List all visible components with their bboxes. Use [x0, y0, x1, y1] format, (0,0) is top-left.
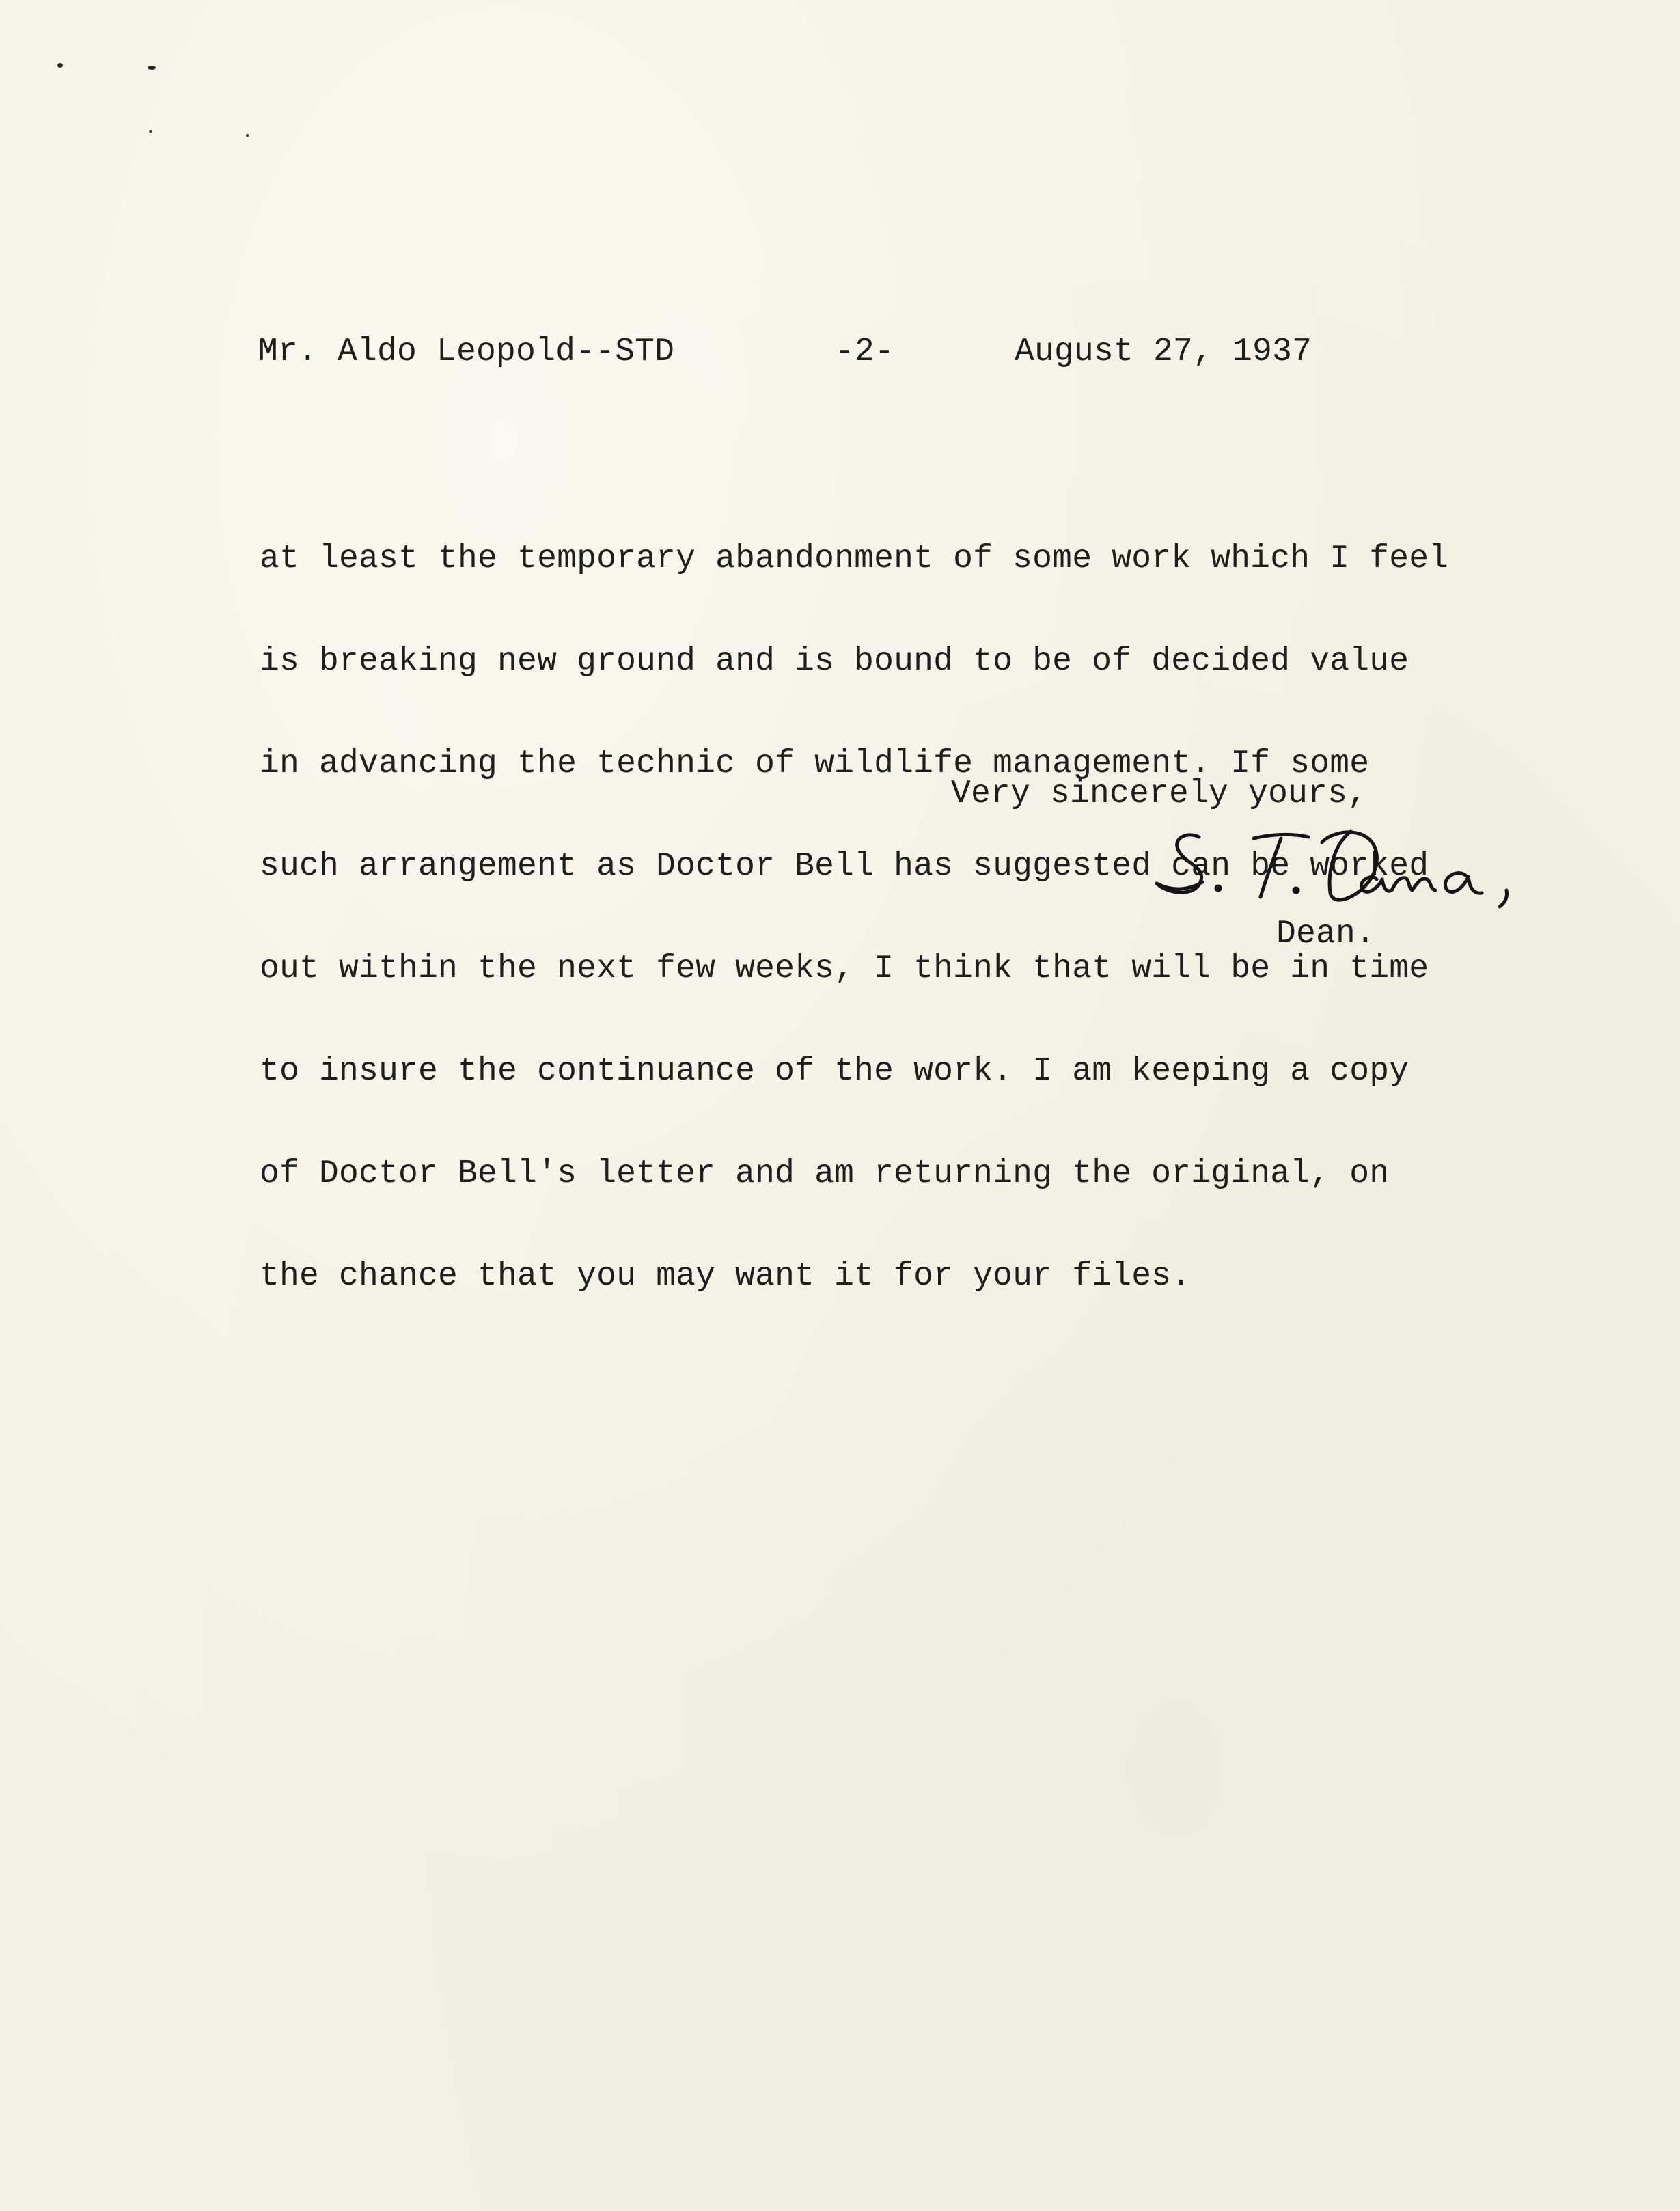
body-line: such arrangement as Doctor Bell has suggested can be worked [260, 848, 1429, 885]
paper-speck [148, 66, 156, 70]
header-date: August 27, 1937 [1015, 333, 1312, 370]
header-recipient: Mr. Aldo Leopold--STD [258, 333, 675, 370]
paper-speck [246, 134, 249, 137]
body-line: the chance that you may want it for your files. [260, 1258, 1192, 1295]
body-line: at least the temporary abandonment of some work which I feel [260, 540, 1449, 577]
body-line: to insure the continuance of the work. I am keeping a copy [260, 1053, 1409, 1090]
signer-title: Dean. [1276, 916, 1376, 952]
paper-speck [149, 130, 152, 133]
body-line: out within the next few weeks, I think that will be in time [260, 950, 1429, 987]
body-line: is breaking new ground and is bound to be of decided value [260, 643, 1409, 680]
body-line: in advancing the technic of wildlife management. If some [260, 745, 1370, 782]
paper-speck [57, 63, 63, 68]
closing-salutation: Very sincerely yours, [951, 775, 1368, 812]
header-page-number: -2- [835, 333, 895, 370]
body-line: of Doctor Bell's letter and am returning the original, on [260, 1155, 1390, 1192]
